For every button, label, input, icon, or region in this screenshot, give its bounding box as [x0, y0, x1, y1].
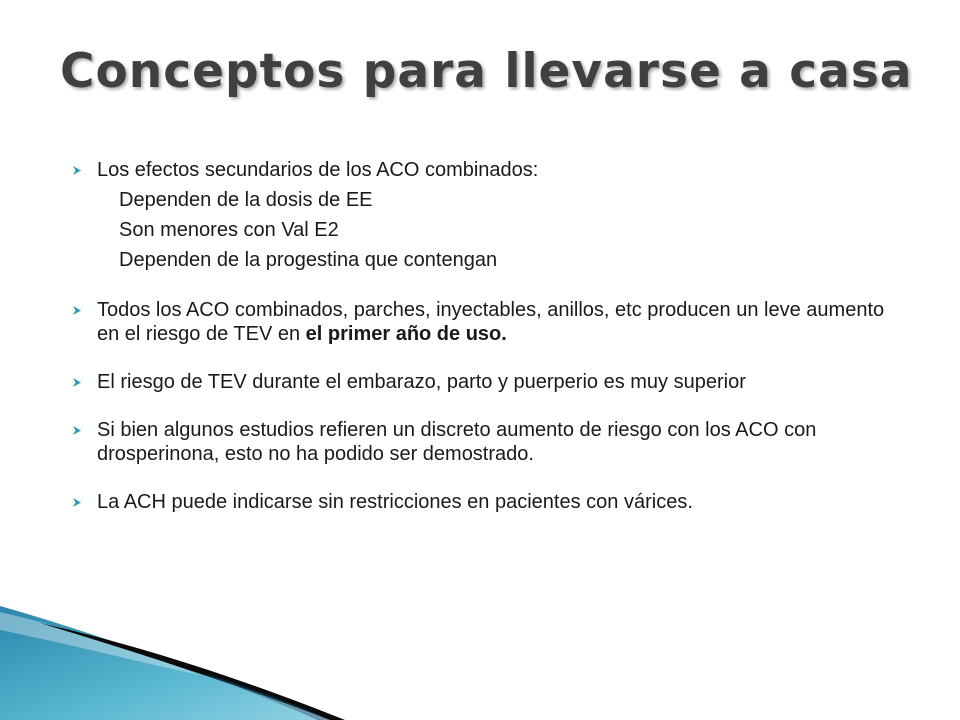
- bullet-bold-text: el primer año de uso.: [305, 323, 507, 345]
- bullet-list: [72, 158, 892, 514]
- sub-item: Son menores con Val E2: [119, 219, 339, 241]
- bullet-text: Si bien algunos estudios refieren un discreto aumento de riesgo con los ACO con drosperinona, esto no ha podido ser demostrado.: [97, 419, 817, 465]
- sub-item-list: [97, 188, 892, 272]
- arrow-bullet-icon: [72, 377, 83, 388]
- bullet-item-varices: [72, 490, 892, 514]
- arrow-bullet-icon: [72, 497, 83, 508]
- arrow-bullet-icon: [72, 425, 83, 436]
- bullet-item-side-effects: [72, 158, 892, 272]
- bullet-text: Los efectos secundarios de los ACO combinados:: [97, 159, 539, 181]
- sub-item: Dependen de la dosis de EE: [119, 189, 373, 211]
- bullet-item-tev-risk: [72, 298, 892, 346]
- slide-title: Conceptos para llevarse a casa: [60, 44, 913, 99]
- bullet-text: Todos los ACO combinados, parches, inyectables, anillos, etc producen un leve aumento en el riesgo de TEV en: [97, 299, 885, 345]
- bullet-item-drospirenone: [72, 418, 892, 466]
- arrow-bullet-icon: [72, 305, 83, 316]
- arrow-bullet-icon: [72, 165, 83, 176]
- bullet-text: La ACH puede indicarse sin restricciones en pacientes con várices.: [97, 491, 693, 513]
- sub-item: Dependen de la progestina que contengan: [119, 249, 498, 271]
- bullet-text: El riesgo de TEV durante el embarazo, parto y puerperio es muy superior: [97, 371, 746, 393]
- bullet-item-pregnancy-risk: [72, 370, 892, 394]
